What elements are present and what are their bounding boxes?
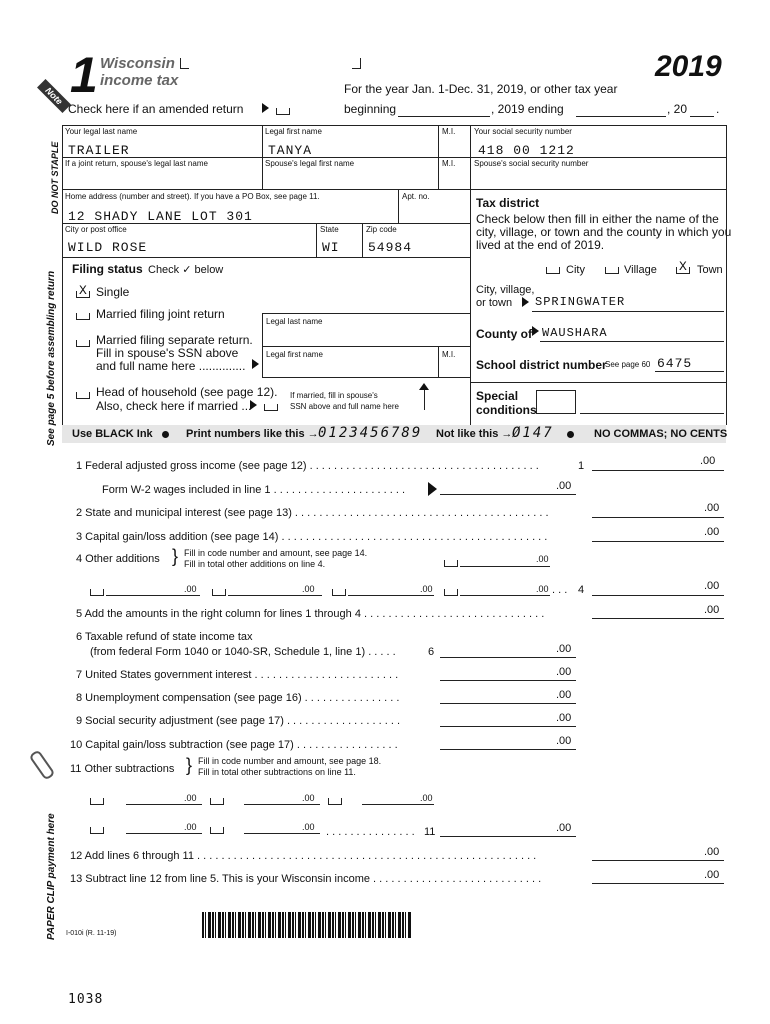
form-title-line1: Wisconsin xyxy=(100,55,175,72)
line-9-field[interactable] xyxy=(440,726,576,727)
line-4-code-field[interactable] xyxy=(212,589,226,596)
school-district-field[interactable]: 6475 xyxy=(657,356,693,371)
hoh-label1: Head of household (see page 12). xyxy=(96,385,278,399)
line-11-total-field[interactable] xyxy=(440,836,576,837)
tax-district-text1: Check below then fill in either the name of the xyxy=(476,212,719,226)
line-11-amount-field[interactable] xyxy=(126,833,202,834)
line-4-amount-field[interactable] xyxy=(460,566,550,567)
hoh-married-checkbox[interactable] xyxy=(264,404,278,411)
tax-year-text: For the year Jan. 1-Dec. 31, 2019, or other tax year xyxy=(344,82,618,96)
tax-district-text2: city, village, or town and the county in which you xyxy=(476,225,732,239)
filing-status-check: Check ✓ below xyxy=(148,264,224,276)
separate-label2: Fill in spouse's SSN above xyxy=(96,346,239,360)
line-5-label: 5 Add the amounts in the right column for lines 1 through 4 . . . . . . . . . . . . . . . . . . . . . . . . . . . . . . xyxy=(76,608,545,620)
county-field[interactable]: WAUSHARA xyxy=(542,326,608,340)
line-4-note2: Fill in total other additions on line 4. xyxy=(184,559,326,569)
line-11-amount-field[interactable] xyxy=(126,804,202,805)
period-mid-label: , 2019 ending xyxy=(491,102,564,116)
joint-label: Married filing joint return xyxy=(96,307,225,321)
arrow-icon xyxy=(428,482,437,496)
corner-mark-right xyxy=(352,58,361,69)
county-label: County of xyxy=(476,327,532,341)
city-option-label: City xyxy=(566,264,585,276)
line-11-code-field[interactable] xyxy=(210,798,224,805)
special-conditions-box[interactable] xyxy=(536,390,576,414)
sample-digits: 0123456789 xyxy=(318,425,423,441)
line-5-field[interactable] xyxy=(592,618,724,619)
zip-label: Zip code xyxy=(366,225,397,234)
line-4-code-field[interactable] xyxy=(444,589,458,596)
line-10-field[interactable] xyxy=(440,749,576,750)
last-name-label: Your legal last name xyxy=(65,127,138,136)
not-like-this-label: Not like this → xyxy=(436,428,513,440)
arrow-icon xyxy=(252,359,259,369)
w2-cents: .00 xyxy=(556,480,572,492)
line-7-field[interactable] xyxy=(440,680,576,681)
assemble-text: See page 5 before assembling return xyxy=(46,270,57,446)
line-13-field[interactable] xyxy=(592,883,724,884)
line-6-label2: (from federal Form 1040 or 1040-SR, Schedule 1, line 1) . . . . . xyxy=(90,646,396,658)
joint-checkbox[interactable] xyxy=(76,313,90,320)
line-4-code-field[interactable] xyxy=(90,589,104,596)
city-checkbox[interactable] xyxy=(546,267,560,274)
school-district-note: See page 60 xyxy=(605,360,651,369)
spouse-last-name-label: If a joint return, spouse's legal last name xyxy=(65,159,208,168)
period-end-field[interactable] xyxy=(576,116,666,117)
w2-label: Form W-2 wages included in line 1 . . . . . . . . . . . . . . . . . . . . . . xyxy=(102,484,406,496)
bullet-icon xyxy=(567,431,574,438)
line-13-label: 13 Subtract line 12 from line 5. This is your Wisconsin income . . . . . . . . . . . . . . . . . . . . . . . . . . . . xyxy=(70,873,542,885)
line-4-amount-field[interactable] xyxy=(228,595,322,596)
period-dot: . xyxy=(716,102,720,116)
form-number: 1 xyxy=(70,47,98,103)
line-9-label: 9 Social security adjustment (see page 17) . . . . . . . . . . . . . . . . . . . xyxy=(76,715,401,727)
legal-mi-label: M.I. xyxy=(442,350,456,359)
city-field[interactable]: WILD ROSE xyxy=(68,240,148,255)
school-district-label: School district number xyxy=(476,358,607,372)
corner-mark-left xyxy=(180,58,189,69)
town-option-label: Town xyxy=(697,264,723,276)
line-11-note1: Fill in code number and amount, see page 18. xyxy=(198,756,382,766)
city-label: City or post office xyxy=(65,225,127,234)
cvt-label1: City, village, xyxy=(476,284,535,296)
arrow-icon xyxy=(250,400,257,410)
tax-district-title: Tax district xyxy=(476,196,540,210)
line-4-amount-field[interactable] xyxy=(106,595,200,596)
w2-field[interactable] xyxy=(440,494,576,495)
ssn-label: Your social security number xyxy=(474,127,572,136)
paper-clip-text: PAPER CLIP payment here xyxy=(46,813,57,940)
line-1-cents: .00 xyxy=(700,455,716,467)
special-conditions-label1: Special xyxy=(476,389,519,403)
period-end-label: , 20 xyxy=(667,102,688,116)
period-begin-field[interactable] xyxy=(398,116,490,117)
separate-label3: and full name here .............. xyxy=(96,359,246,373)
spouse-first-name-label: Spouse's legal first name xyxy=(265,159,355,168)
line-6-number: 6 xyxy=(428,646,435,658)
arrow-icon xyxy=(532,326,539,336)
arrow-icon xyxy=(262,103,269,113)
use-black-ink: Use BLACK Ink xyxy=(72,428,153,440)
line-12-field[interactable] xyxy=(592,860,724,861)
line-4-total-field[interactable] xyxy=(592,595,724,596)
address-label: Home address (number and street). If you have a PO Box, see page 11. xyxy=(65,192,320,201)
line-11-code-field[interactable] xyxy=(328,798,342,805)
line-3-field[interactable] xyxy=(592,541,724,542)
address-field[interactable]: 12 SHADY LANE LOT 301 xyxy=(68,209,253,224)
hoh-checkbox[interactable] xyxy=(76,392,90,399)
zip-field[interactable]: 54984 xyxy=(368,240,413,255)
married-note2: SSN above and full name here xyxy=(290,402,399,411)
line-8-label: 8 Unemployment compensation (see page 16) . . . . . . . . . . . . . . . . xyxy=(76,692,400,704)
amended-checkbox[interactable] xyxy=(276,108,290,115)
line-12-label: 12 Add lines 6 through 11 . . . . . . . . . . . . . . . . . . . . . . . . . . . . . . . . . . . . . . . . . . . . . . . . . . . . . . . . xyxy=(70,850,537,862)
state-field[interactable]: WI xyxy=(322,240,340,255)
bottom-number: 1038 xyxy=(68,992,104,1007)
ssn-field[interactable]: 418 00 1212 xyxy=(478,143,575,158)
married-note1: If married, fill in spouse's xyxy=(290,391,378,400)
line-3-cents: .00 xyxy=(704,526,720,538)
line-2-cents: .00 xyxy=(704,502,720,514)
period-beginning-label: beginning xyxy=(344,102,397,116)
line-11-amount-field[interactable] xyxy=(244,804,320,805)
single-check-mark: X xyxy=(79,283,88,298)
line-2-label: 2 State and municipal interest (see page 13) . . . . . . . . . . . . . . . . . . . . . . . . . . . . . . . . . . . . . . . . . . xyxy=(76,507,549,519)
line-4-amount-field[interactable] xyxy=(460,595,550,596)
tax-district-text3: lived at the end of 2019. xyxy=(476,238,605,252)
no-staple-text: DO NOT STAPLE xyxy=(50,141,60,214)
line-1-label: 1 Federal adjusted gross income (see page 12) . . . . . . . . . . . . . . . . . . . . . . . . . . . . . . . . . . . . . . xyxy=(76,460,539,472)
amended-label: Check here if an amended return xyxy=(68,102,244,116)
period-end-year-field[interactable] xyxy=(690,116,714,117)
legal-last-name-label: Legal last name xyxy=(266,317,323,326)
line-1-field[interactable] xyxy=(592,470,724,471)
line-4-code-field[interactable] xyxy=(332,589,346,596)
last-name-field[interactable]: TRAILER xyxy=(68,143,130,158)
first-name-field[interactable]: TANYA xyxy=(268,143,313,158)
line-11-label: 11 Other subtractions xyxy=(70,763,175,775)
legal-first-name-label: Legal first name xyxy=(266,350,323,359)
separate-label1: Married filing separate return. xyxy=(96,333,253,347)
line-4-number: 4 xyxy=(578,584,585,596)
bullet-icon xyxy=(162,431,169,438)
line-6-field[interactable] xyxy=(440,657,576,658)
spouse-ssn-label: Spouse's social security number xyxy=(474,159,589,168)
bad-digits: Ø147 xyxy=(512,425,554,441)
line-1-number: 1 xyxy=(578,460,585,472)
barcode xyxy=(202,912,412,938)
line-11-code-field[interactable] xyxy=(90,798,104,805)
arrow-icon xyxy=(522,297,529,307)
line-8-field[interactable] xyxy=(440,703,576,704)
hoh-label2: Also, check here if married ... xyxy=(96,399,252,413)
special-conditions-label2: conditions xyxy=(476,403,537,417)
line-10-label: 10 Capital gain/loss subtraction (see page 17) . . . . . . . . . . . . . . . . . xyxy=(70,739,398,751)
print-numbers-label: Print numbers like this → xyxy=(186,428,319,440)
single-label: Single xyxy=(96,285,130,299)
apt-label: Apt. no. xyxy=(402,192,430,201)
town-check-mark: X xyxy=(679,259,688,274)
village-checkbox[interactable] xyxy=(605,267,619,274)
line-6-label1: 6 Taxable refund of state income tax xyxy=(76,631,253,643)
line-4-amount-field[interactable] xyxy=(348,595,434,596)
line-11-code-field[interactable] xyxy=(90,827,104,834)
spouse-mi-label: M.I. xyxy=(442,159,456,168)
municipality-field[interactable]: SPRINGWATER xyxy=(535,295,626,309)
line-7-label: 7 United States government interest . . . . . . . . . . . . . . . . . . . . . . . . xyxy=(76,669,399,681)
filing-status-title: Filing status xyxy=(72,262,143,276)
paper-clip-icon xyxy=(28,749,55,780)
line-11-code-field[interactable] xyxy=(210,827,224,834)
line-11-amount-field[interactable] xyxy=(244,833,320,834)
line-4-note1: Fill in code number and amount, see page 14. xyxy=(184,548,368,558)
no-commas-label: NO COMMAS; NO CENTS xyxy=(594,428,728,440)
line-4-code-field[interactable] xyxy=(444,560,458,567)
separate-checkbox[interactable] xyxy=(76,340,90,347)
line-11-note2: Fill in total other subtractions on line 11. xyxy=(198,767,356,777)
village-option-label: Village xyxy=(624,264,657,276)
line-11-amount-field[interactable] xyxy=(362,804,434,805)
form-id: I-010i (R. 11-19) xyxy=(66,930,117,937)
note-badge: Note xyxy=(37,79,71,113)
form-title-line2: income tax xyxy=(100,72,179,89)
line-11-number: 11 xyxy=(424,826,436,838)
first-name-label: Legal first name xyxy=(265,127,322,136)
state-label: State xyxy=(320,225,339,234)
line-2-field[interactable] xyxy=(592,517,724,518)
mi-label: M.I. xyxy=(442,127,456,136)
tax-year: 2019 xyxy=(655,50,722,83)
line-4-label: 4 Other additions xyxy=(76,553,160,565)
line-3-label: 3 Capital gain/loss addition (see page 14) . . . . . . . . . . . . . . . . . . . . . . . . . . . . . . . . . . . . . . . . . . . . xyxy=(76,531,548,543)
cvt-label2: or town xyxy=(476,297,513,309)
